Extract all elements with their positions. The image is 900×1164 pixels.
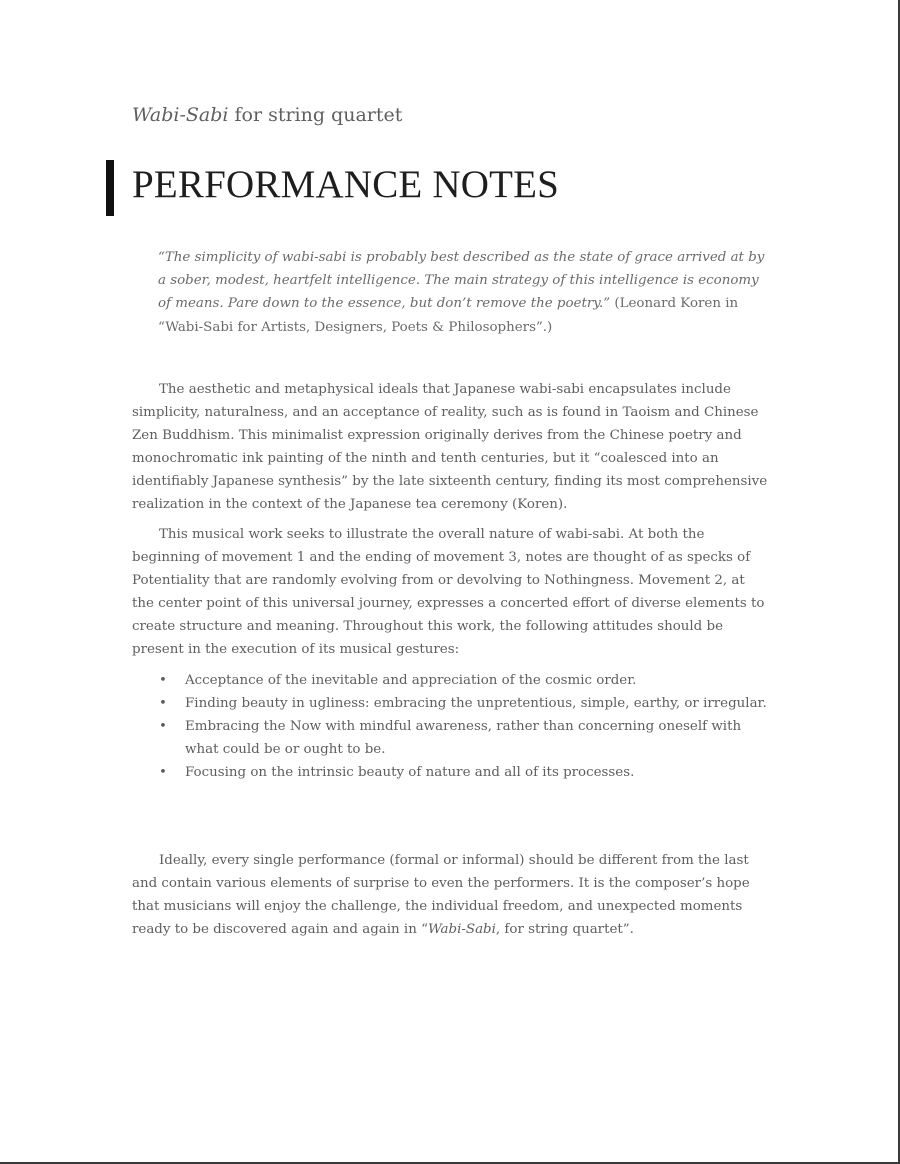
bullet-icon: •	[159, 673, 167, 688]
list-item	[132, 692, 768, 715]
bullet-icon: •	[159, 719, 167, 734]
epigraph-quote	[158, 246, 770, 339]
list-item-text: Embracing the Now with mindful awareness, rather than concerning oneself with what could be or ought to be.	[185, 719, 742, 757]
paragraph-closing	[132, 849, 768, 941]
paragraph-aesthetics: The aesthetic and metaphysical ideals that Japanese wabi-sabi encapsulates include simplicity, naturalness, and an acceptance of reality, such as is found in Taoism and Chinese Zen Buddhism. This minimalist expression originally derives from the Chinese poetry and monochromatic ink painting of the ninth and tenth centuries, but it “coalesced into an identifiably Japanese synthesis” by the late sixteenth century, finding its most comprehensive realization in the context of the Japanese tea ceremony (Koren).	[132, 382, 768, 512]
work-title: Wabi-Sabi	[132, 104, 229, 126]
list-item	[132, 715, 768, 761]
closing-text-end: , for string quartet”.	[495, 922, 634, 937]
page-title: PERFORMANCE NOTES	[132, 163, 560, 206]
list-item-text: Acceptance of the inevitable and appreciation of the cosmic order.	[185, 673, 637, 688]
list-item-text: Focusing on the intrinsic beauty of nature and all of its processes.	[185, 765, 635, 780]
work-subtitle: for string quartet	[228, 104, 403, 126]
quote-attribution: (Leonard Koren in “Wabi-Sabi for Artists, Designers, Poets & Philosophers”.)	[158, 296, 739, 335]
closing-italic-title: Wabi-Sabi	[427, 922, 496, 937]
bullet-icon: •	[159, 696, 167, 711]
document-header	[132, 104, 402, 126]
list-item-text: Finding beauty in ugliness: embracing the unpretentious, simple, earthy, or irregular.	[185, 696, 767, 711]
closing-text: Ideally, every single performance (formal or informal) should be different from the last and contain various elements of surprise to even the performers. It is the composer’s hope that musicians will enjoy the challenge, the individual freedom, and unexpected moments ready to be discovered again and again in “	[132, 853, 750, 937]
paragraph-musical-work: This musical work seeks to illustrate the overall nature of wabi-sabi. At both the beginning of movement 1 and the ending of movement 3, notes are thought of as specks of Potentiality that are randomly evolving from or devolving to Nothingness. Movement 2, at the center point of this universal journey, expresses a concerted effort of diverse elements to create structure and meaning. Throughout this work, the following attitudes should be present in the execution of its musical gestures:	[132, 527, 765, 657]
bullet-icon: •	[159, 765, 167, 780]
list-item	[132, 669, 768, 692]
title-accent-bar	[106, 160, 114, 216]
attitudes-list	[132, 669, 768, 784]
quote-text: “The simplicity of wabi-sabi is probably best described as the state of grace arrived at by a sober, modest, heartfelt intelligence. The main strategy of this intelligence is economy of means. Pare down to the essence, but don’t remove the poetry.”	[158, 250, 765, 312]
list-item	[132, 761, 768, 784]
